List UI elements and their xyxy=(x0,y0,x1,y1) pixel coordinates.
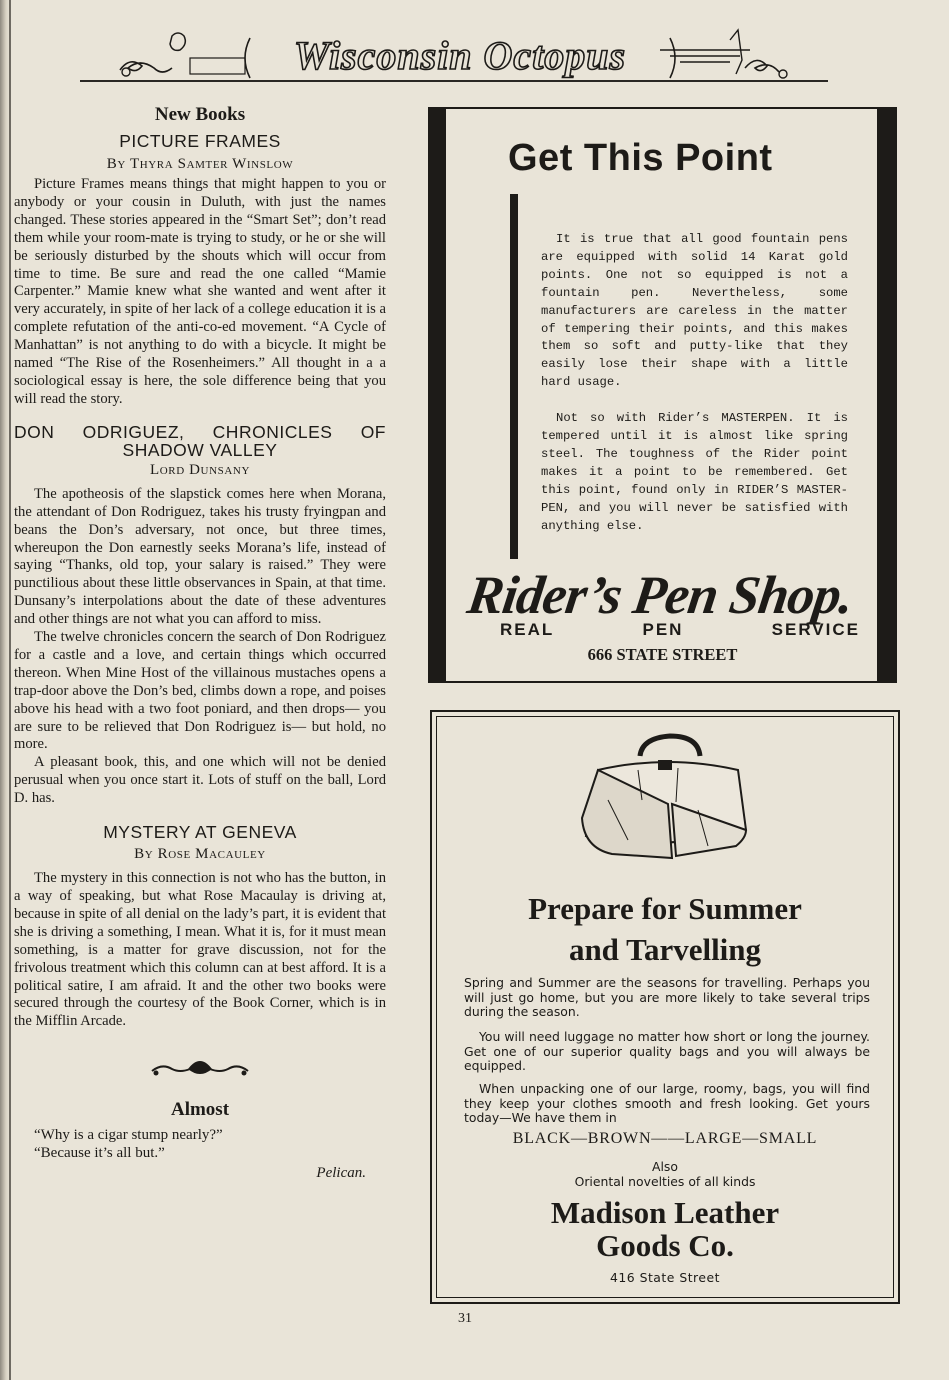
riders-pen-shop-logo xyxy=(458,564,868,644)
page-number: 31 xyxy=(458,1311,472,1326)
ad-headline-line-1: Prepare for Summer xyxy=(528,891,802,926)
luggage-bag-illustration xyxy=(578,730,748,870)
ad-border-left xyxy=(428,109,446,681)
book-reviews-column xyxy=(14,100,386,1182)
review-2-title-line-1: DON ODRIGUEZ, CHRONICLES OF xyxy=(14,421,386,442)
ad-paragraph-2: You will need luggage no matter how short or long the journey. Get one of our superior quality bags and you will always be equipped. xyxy=(464,1029,870,1074)
review-1-byline: By Thyra Samter Winslow xyxy=(106,156,294,172)
review-3-text: The mystery in this connection is not who has the button, in a way of speaking, but what Rose Macaulay is driving at, because in spite of all denial on the lady’s part, it is evident that she is driving a something, I mean. What it is, for it must mean something, is a matter for grave discussion, not for the frivolous treatment which this column can at best afford. It is a political satire, I am afraid. It and the other two books were secured through the courtesy of the Book Corner, which is in the Mifflin Arcade. xyxy=(14,870,386,1030)
ad-also-line-1: Also xyxy=(652,1159,678,1174)
joke-line-2: “Because it’s all but.” xyxy=(34,1145,165,1162)
ad-vertical-rule xyxy=(510,194,518,559)
logo-tagline-word: PEN xyxy=(642,620,684,639)
joke-heading: Almost xyxy=(170,1099,230,1121)
review-1-text: Picture Frames means things that might happen to you or anybody or your cousin in Duluth, with just the names changed. These stories appeared in the “Smart Set”; don’t read them while your room-mate is trying to study, or he or she will be seriously disturbed by the shouts which will occur from time to time. Be sure and read the one called “Mamie Carpenter.” Mamie knew what she wanted and went after it very accurately, in spite of her lack of a college education it is a complete refutation of the anti-co-ed movement. “A Cycle of Manhattan” is not anything to do with a bicycle. It might be named “The Rise of the Rosenheimers.” All thought in a a sociological essay is here, the sole difference being that you will read the story. xyxy=(14,176,386,407)
ad-copy xyxy=(541,231,848,536)
review-2-paragraph-3: A pleasant book, this, and one which will not be denied perusual when you once start it. Lots of stuff on the ball, Lord D. has. xyxy=(14,754,386,807)
ad-paragraph-2: Not so with Rider’s MASTERPEN. It is tempered until it is almost like spring steel. The toughness of the Rider point makes it a point to be remembered. Get this point, found only in RIDER’S MASTER-PEN, and you will never be satisfied with anything else. xyxy=(541,411,848,533)
review-3-byline: By Rose Macauley xyxy=(134,846,266,863)
logo-script: Rider’s Pen Shop. xyxy=(463,565,857,625)
ornament-divider xyxy=(148,1057,252,1079)
joke-line-1: “Why is a cigar stump nearly?” xyxy=(34,1127,223,1144)
logo-tagline-word: REAL xyxy=(500,620,555,639)
review-2-byline: Lord Dunsany xyxy=(149,461,250,478)
company-name-line-1: Madison Leather xyxy=(550,1195,780,1230)
ad-headline xyxy=(432,888,898,970)
ad-paragraph-3: When unpacking one of our large, roomy, bags, you will find they keep your clothes smooth and fresh looking. Get yours today—We have them in xyxy=(464,1081,870,1126)
logo-tagline xyxy=(500,620,860,640)
ad-address: 666 STATE STREET xyxy=(587,645,738,664)
joke-source: Pelican. xyxy=(316,1165,366,1182)
riders-pen-shop-ad xyxy=(428,107,897,683)
company-name xyxy=(432,1196,898,1262)
review-2-paragraph-2: The twelve chronicles concern the search of Don Rodriguez for a castle and a love, and certain things which occurred thereon. When Mine Host of the villainous mustaches opens a trap-door above the Don’s bed, climbs down a rope, and poises above his head with a two foot poniard, and then drops— you are sure to be relieved that Don Rodriguez is— but hold, no more. xyxy=(14,629,386,753)
masthead-rule xyxy=(80,80,828,82)
ad-colors-sizes: BLACK—BROWN——LARGE—SMALL xyxy=(512,1130,818,1147)
masthead-title: Wisconsin Octopus xyxy=(293,33,627,78)
ad-also-line-2: Oriental novelties of all kinds xyxy=(574,1173,756,1189)
ad-also xyxy=(432,1160,898,1190)
ad-headline: Get This Point xyxy=(508,137,773,179)
review-1-title: PICTURE FRAMES xyxy=(119,131,281,151)
section-heading: New Books xyxy=(154,104,246,125)
logo-tagline-word: SERVICE xyxy=(771,620,860,639)
madison-leather-ad xyxy=(430,710,900,1304)
gutter-line xyxy=(9,0,11,1380)
review-2-paragraph-1: The apotheosis of the slapstick comes here when Morana, the attendant of Don Rodriguez, takes his trusty fryingpan and beans the Don’s adversary, not once, but three times, whereupon the Don earnestly seeks Morana’s life, instead of saying “Thanks, old top, your salary is raised.” They were punctilious about these little observances in Spain, at that time. Dunsany’s interpolations about the date of these adventures and other things are not what you can afford to miss. xyxy=(14,485,386,628)
review-2-title-line-2: SHADOW VALLEY xyxy=(122,439,278,460)
company-name-line-2: Goods Co. xyxy=(596,1228,734,1263)
ad-border-right xyxy=(877,109,897,681)
company-address: 416 State Street xyxy=(610,1270,720,1285)
ad-paragraph-1: It is true that all good fountain pens are equipped with solid 14 Karat gold points. One not so equipped is not a fountain pen. Nevertheless, some manufacturers are careless in the matter of tempering their points, and this makes them so soft and putty-like that they easily lose their shape with a little hard usage. xyxy=(541,232,848,390)
masthead xyxy=(80,28,828,84)
ad-headline-line-2: and Tarvelling xyxy=(568,932,762,967)
ad-paragraph-1: Spring and Summer are the seasons for travelling. Perhaps you will just go home, but you are more likely to take several trips during the season. xyxy=(464,975,870,1020)
review-3-title: MYSTERY AT GENEVA xyxy=(103,822,297,843)
